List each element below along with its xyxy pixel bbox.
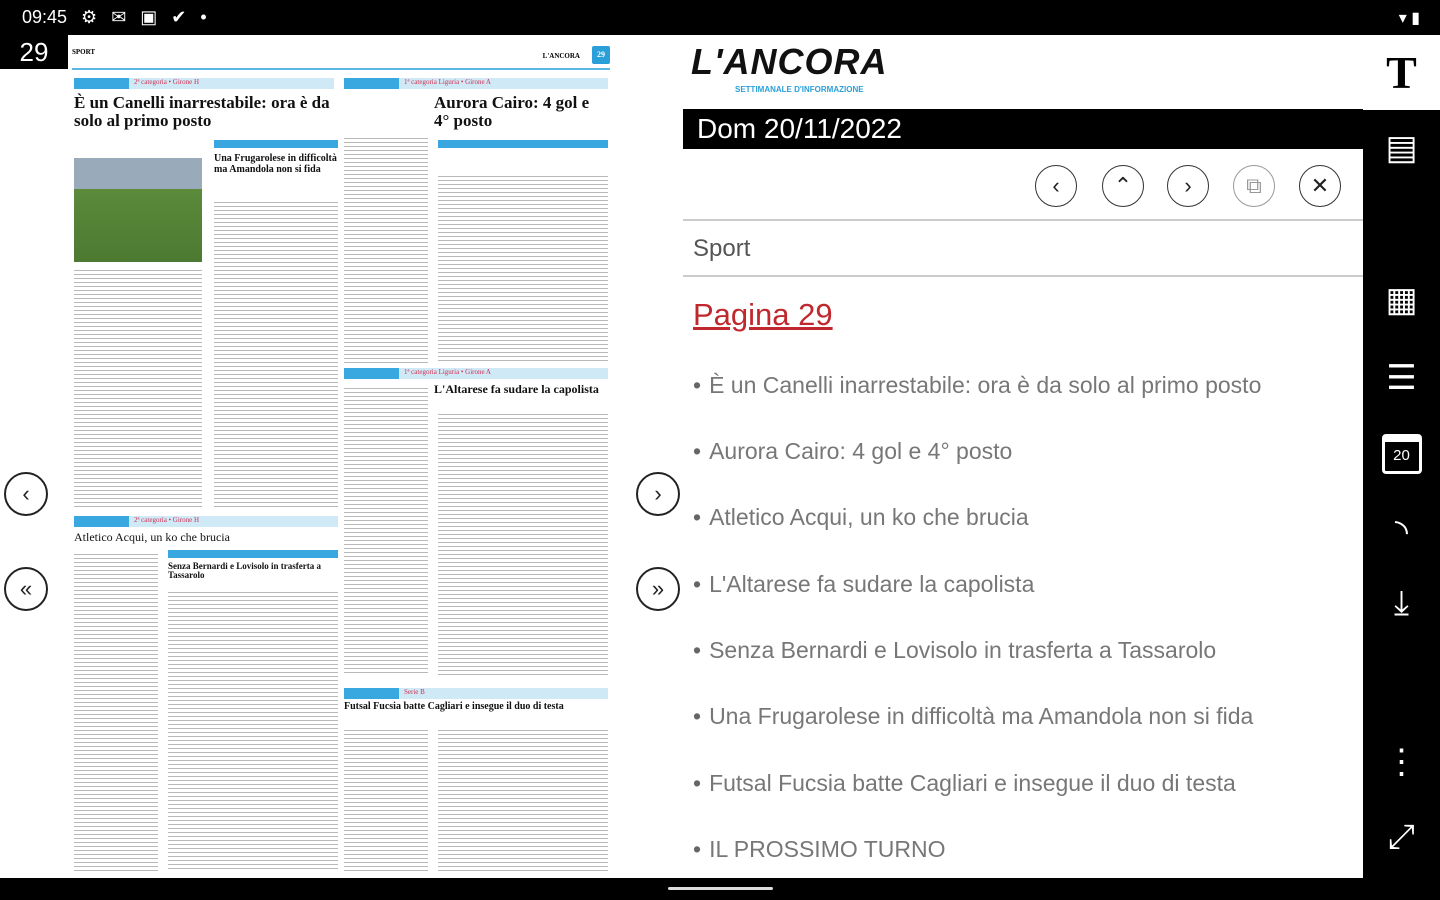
more-options-icon[interactable]: ⋮ <box>1384 743 1419 781</box>
np-band: 1ª categoria Liguria • Girone A <box>344 368 608 379</box>
np-band: 2ª categoria • Girone H <box>74 516 338 527</box>
issue-date: Dom 20/11/2022 <box>683 109 1363 149</box>
article-title: Senza Bernardi e Lovisolo in trasferta a Tassarolo <box>709 637 1217 663</box>
status-bar <box>0 0 1440 35</box>
article-item[interactable]: • Atletico Acqui, un ko che brucia <box>693 504 1029 530</box>
np-band: 2ª categoria • Girone H <box>74 78 334 89</box>
chevron-right-icon: › <box>654 481 662 506</box>
np-page-num: 29 <box>592 46 610 64</box>
calendar-day: 20 <box>1382 434 1422 474</box>
next-button[interactable] <box>1167 165 1209 207</box>
up-button[interactable] <box>1102 165 1144 207</box>
article-panel <box>683 35 1363 878</box>
status-time: 09:45 <box>22 7 68 27</box>
logo-subtitle: SETTIMANALE D'INFORMAZIONE <box>735 85 864 94</box>
np-band: Serie B <box>344 688 608 699</box>
check-icon: ✔ <box>171 7 187 27</box>
newspaper-view-icon[interactable]: ▤ <box>1385 129 1418 167</box>
prev-page-button[interactable] <box>4 472 48 516</box>
newspaper-page[interactable] <box>72 40 610 876</box>
np-brand: L'ANCORA <box>542 52 580 60</box>
article-item[interactable]: • È un Canelli inarrestabile: ora è da solo al primo posto <box>693 372 1262 398</box>
double-chevron-left-icon: « <box>19 576 33 601</box>
article-title: Futsal Fucsia batte Cagliari e insegue il duo di testa <box>709 770 1236 796</box>
article-item[interactable]: • Futsal Fucsia batte Cagliari e insegue il duo di testa <box>693 770 1236 796</box>
section-title: Sport <box>693 235 751 262</box>
article-title: IL PROSSIMO TURNO <box>709 836 946 862</box>
first-page-button[interactable] <box>4 567 48 611</box>
image-icon: ▣ <box>140 7 158 27</box>
article-title: Atletico Acqui, un ko che brucia <box>709 504 1029 530</box>
close-button[interactable] <box>1299 165 1341 207</box>
chevron-left-icon: ‹ <box>1052 173 1060 198</box>
fullscreen-icon[interactable]: ⤢ <box>1387 818 1416 856</box>
article-title: Aurora Cairo: 4 gol e 4° posto <box>709 438 1013 464</box>
settings-icon: ⚙ <box>81 7 98 27</box>
np-headline: È un Canelli inarrestabile: ora è da solo al primo posto <box>74 94 334 130</box>
next-page-button[interactable] <box>636 472 680 516</box>
expand-icon: ⧉ <box>1246 173 1262 198</box>
page-link[interactable]: Pagina 29 <box>693 297 833 332</box>
np-subhead: Una Frugarolese in difficoltà ma Amandola non si fida <box>214 153 337 175</box>
newspaper-header <box>72 48 610 70</box>
font-size-button[interactable]: T <box>1363 35 1440 110</box>
expand-button[interactable] <box>1233 165 1275 207</box>
double-chevron-right-icon: » <box>651 576 665 601</box>
mail-icon: ✉ <box>111 7 127 27</box>
rss-icon[interactable]: ◝ <box>1394 513 1409 551</box>
np-photo <box>74 158 202 262</box>
list-icon[interactable]: ☰ <box>1386 359 1417 397</box>
panel-toolbar <box>683 149 1363 221</box>
last-page-button[interactable] <box>636 567 680 611</box>
article-item[interactable]: • L'Altarese fa sudare la capolista <box>693 571 1035 597</box>
close-icon: ✕ <box>1310 173 1330 198</box>
np-headline: Futsal Fucsia batte Cagliari e insegue il duo di testa <box>344 702 608 713</box>
chevron-left-icon: ‹ <box>22 481 30 506</box>
article-title: Una Frugarolese in difficoltà ma Amandola non si fida <box>709 703 1254 729</box>
wifi-battery-icon: ▾ ▮ <box>1398 10 1420 27</box>
chevron-up-icon: ⌃ <box>1113 173 1133 198</box>
article-item[interactable]: • Senza Bernardi e Lovisolo in trasferta a Tassarolo <box>693 637 1217 663</box>
article-item[interactable]: • IL PROSSIMO TURNO <box>693 836 946 862</box>
logo: L'ANCORA <box>691 41 888 82</box>
np-band: 1ª categoria Liguria • Girone A <box>344 78 608 89</box>
np-headline: Aurora Cairo: 4 gol e 4° posto <box>434 94 604 130</box>
np-headline: L'Altarese fa sudare la capolista <box>434 383 610 396</box>
calendar-icon[interactable] <box>1363 434 1440 474</box>
dot-icon: • <box>200 7 207 27</box>
article-title: L'Altarese fa sudare la capolista <box>709 571 1035 597</box>
home-handle[interactable] <box>668 887 773 890</box>
download-icon[interactable]: ⤓ <box>1393 584 1410 622</box>
np-headline: Atletico Acqui, un ko che brucia <box>74 531 334 544</box>
np-section: SPORT <box>72 48 96 56</box>
article-title: È un Canelli inarrestabile: ora è da solo al primo posto <box>709 372 1262 398</box>
previous-button[interactable] <box>1035 165 1077 207</box>
article-item[interactable]: • Una Frugarolese in difficoltà ma Amandola non si fida <box>693 703 1254 729</box>
chevron-right-icon: › <box>1184 173 1192 198</box>
grid-icon[interactable]: ▦ <box>1385 281 1418 319</box>
page-number-badge: 29 <box>0 35 68 69</box>
article-item[interactable]: • Aurora Cairo: 4 gol e 4° posto <box>693 438 1013 464</box>
np-subhead: Senza Bernardi e Lovisolo in trasferta a Tassarolo <box>168 562 338 581</box>
